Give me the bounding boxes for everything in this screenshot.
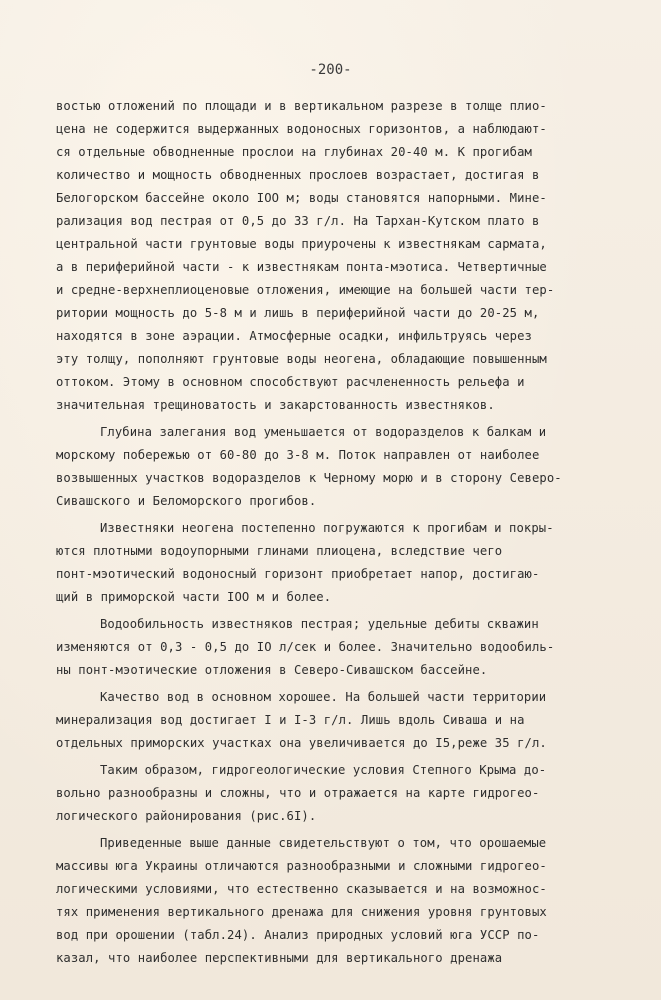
page-number: -200-	[309, 62, 352, 78]
text-line: казал, что наиболее перспективными для вертикального дренажа	[56, 951, 503, 965]
text-line: щий в приморской части IOO м и более.	[56, 590, 332, 604]
text-line: логическими условиями, что естественно сказывается и на возможнос-	[56, 882, 547, 896]
text-line: востью отложений по площади и в вертикальном разрезе в толще плио-	[56, 99, 547, 113]
text-line: морскому побережью от 60-80 до 3-8 м. Поток направлен от наиболее	[56, 448, 540, 462]
text-line: Качество вод в основном хорошее. На большей части территории	[100, 690, 547, 704]
text-line: ются плотными водоупорными глинами плиоцена, вследствие чего	[56, 544, 503, 558]
text-line: рализация вод пестрая от 0,5 до 33 г/л. На Тархан-Кутском плато в	[56, 214, 540, 228]
text-line: отдельных приморских участках она увеличивается до I5,реже 35 г/л.	[56, 736, 547, 750]
text-line: Приведенные выше данные свидетельствуют о том, что орошаемые	[100, 836, 547, 850]
text-line: тях применения вертикального дренажа для снижения уровня грунтовых	[56, 905, 547, 919]
text-line: понт-мэотический водоносный горизонт приобретает напор, достигаю-	[56, 567, 540, 581]
text-line: находятся в зоне аэрации. Атмосферные осадки, инфильтруясь через	[56, 329, 532, 343]
text-line: Водообильность известняков пестрая; удельные дебиты скважин	[100, 617, 539, 631]
text-line: значительная трещиноватость и закарстованность известняков.	[56, 398, 495, 412]
text-line: цена не содержится выдержанных водоносных горизонтов, а наблюдают-	[56, 122, 547, 136]
text-line: вольно разнообразны и сложны, что и отражается на карте гидрогео-	[56, 786, 540, 800]
text-line: эту толщу, пополняют грунтовые воды неогена, обладающие повышенным	[56, 352, 547, 366]
text-line: массивы юга Украины отличаются разнообразными и сложными гидрогео-	[56, 859, 547, 873]
text-line: ритории мощность до 5-8 м и лишь в периферийной части до 20-25 м,	[56, 306, 540, 320]
text-line: и средне-верхнеплиоценовые отложения, имеющие на большей части тер-	[56, 283, 555, 297]
text-line: центральной части грунтовые воды приурочены к известнякам сармата,	[56, 237, 547, 251]
text-line: Белогорском бассейне около IOO м; воды становятся напорными. Мине-	[56, 191, 547, 205]
text-line: изменяются от 0,3 - 0,5 до IO л/сек и более. Значительно водообиль-	[56, 640, 555, 654]
text-line: Глубина залегания вод уменьшается от водоразделов к балкам и	[100, 425, 547, 439]
text-line: возвышенных участков водоразделов к Черному морю и в сторону Северо-	[56, 471, 562, 485]
text-line: Таким образом, гидрогеологические условия Степного Крыма до-	[100, 763, 547, 777]
text-line: ся отдельные обводненные прослои на глубинах 20-40 м. К прогибам	[56, 145, 532, 159]
text-line: а в периферийной части - к известнякам понта-мэотиса. Четвертичные	[56, 260, 547, 274]
text-line: Известняки неогена постепенно погружаются к прогибам и покры-	[100, 521, 554, 535]
text-line: логического районирования (рис.6I).	[56, 809, 317, 823]
text-line: ны понт-мэотические отложения в Северо-Сивашском бассейне.	[56, 663, 488, 677]
text-line: количество и мощность обводненных прослоев возрастает, достигая в	[56, 168, 540, 182]
text-body	[56, 95, 656, 970]
text-line: оттоком. Этому в основном способствуют расчлененность рельефа и	[56, 375, 525, 389]
text-line: вод при орошении (табл.24). Анализ природных условий юга УССР по-	[56, 928, 540, 942]
text-line: минерализация вод достигает I и I-3 г/л. Лишь вдоль Сиваша и на	[56, 713, 525, 727]
text-line: Сивашского и Беломорского прогибов.	[56, 494, 317, 508]
